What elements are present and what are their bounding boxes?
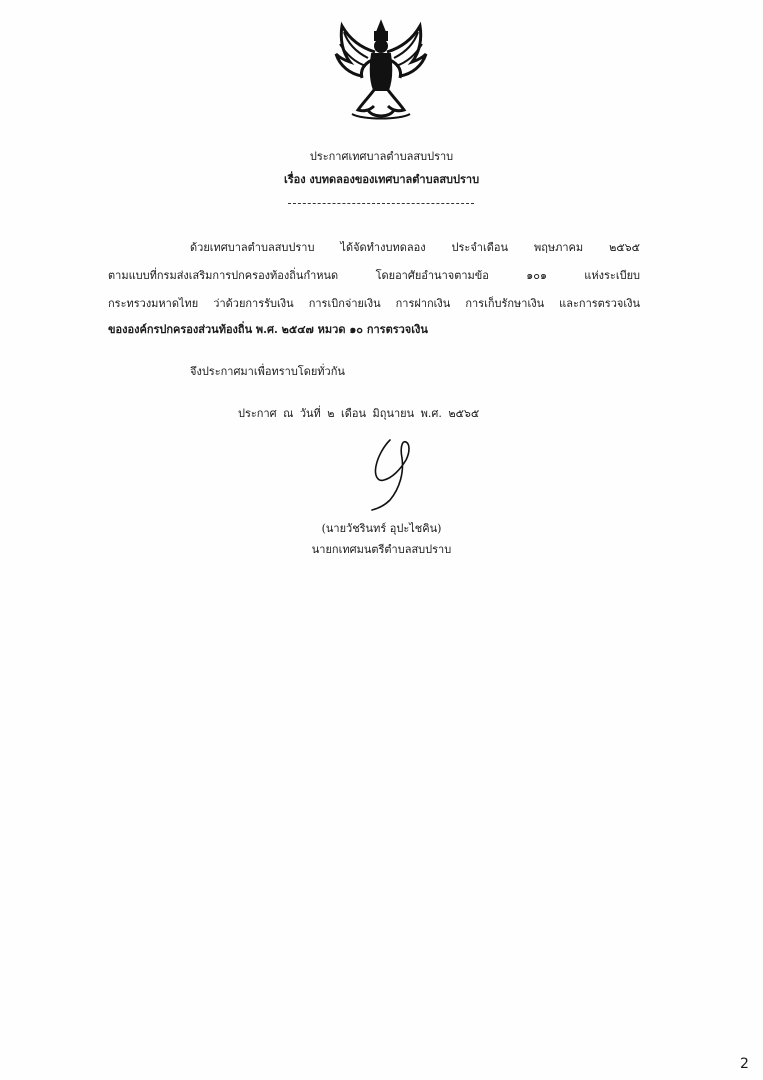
announcement-closing: จึงประกาศมาเพื่อทราบโดยทั่วกัน [190, 365, 345, 378]
signer-title: นายกเทศมนตรีตำบลสบปราบ [311, 543, 452, 556]
garuda-emblem-icon [332, 18, 430, 122]
announcement-date: ประกาศ ณ วันที่ ๒ เดือน มิถุนายน พ.ศ. ๒๕๖๕ [238, 407, 480, 420]
signer-name: (นายวัชรินทร์ อุปะไชคิน) [321, 522, 442, 535]
page-number: 2 [740, 1056, 749, 1072]
body-paragraph-line: ขององค์กรปกครองส่วนท้องถิ่น พ.ศ. ๒๕๔๗ หมวด ๑๐ การตรวจเงิน [108, 323, 428, 336]
announcement-title: ประกาศเทศบาลตำบลสบปราบ [309, 150, 454, 163]
header-divider [288, 203, 474, 204]
body-paragraph-line: ด้วยเทศบาลตำบลสบปราบ ได้จัดทำงบทดลอง ประจำเดือน พฤษภาคม ๒๕๖๕ [190, 241, 640, 254]
body-paragraph-line: กระทรวงมหาดไทย ว่าด้วยการรับเงิน การเบิกจ่ายเงิน การฝากเงิน การเก็บรักษาเงิน และการตรวจเงิน [108, 297, 640, 310]
handwritten-signature [360, 432, 424, 512]
announcement-subject: เรื่อง งบทดลองของเทศบาลตำบลสบปราบ [283, 173, 480, 186]
body-paragraph-line: ตามแบบที่กรมส่งเสริมการปกครองท้องถิ่นกำหนด โดยอาศัยอำนาจตามข้อ ๑๐๑ แห่งระเบียบ [108, 269, 640, 282]
